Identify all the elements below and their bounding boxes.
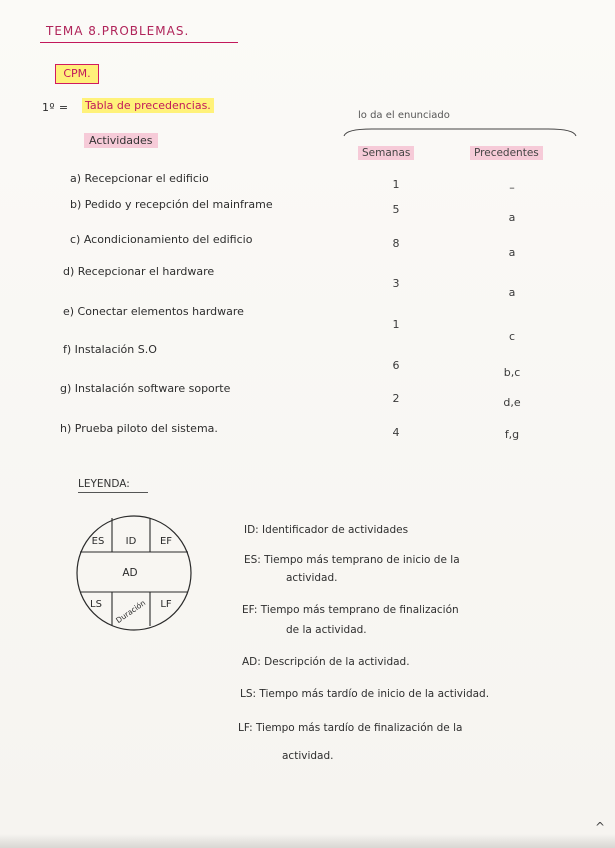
activity-a: a) Recepcionar el edificio (70, 172, 209, 185)
legend-ef-line2: de la actividad. (286, 624, 367, 636)
legend-underline (78, 492, 148, 493)
page-bottom-shadow (0, 834, 615, 848)
legend-ls: LS: Tiempo más tardío de inicio de la actividad. (240, 688, 490, 700)
activity-h: h) Prueba piloto del sistema. (60, 422, 218, 435)
legend-title: LEYENDA: (78, 478, 130, 490)
page-title: TEMA 8.PROBLEMAS. (46, 24, 190, 38)
legend-es-line1: ES: Tiempo más temprano de inicio de la (244, 554, 460, 566)
weeks-f: 6 (392, 359, 400, 372)
weeks-e: 1 (392, 318, 400, 331)
node-duration: Duración (114, 598, 148, 625)
pred-c: a (508, 246, 516, 259)
legend-ef-line1: EF: Tiempo más temprano de finalización (242, 604, 459, 616)
activity-g: g) Instalación software soporte (60, 382, 231, 395)
weeks-d: 3 (392, 277, 400, 290)
cpm-label: CPM. (55, 64, 99, 84)
weeks-g: 2 (392, 392, 400, 405)
legend-es-line2: actividad. (286, 572, 338, 584)
weeks-c: 8 (392, 237, 400, 250)
node-lf: LF (160, 599, 172, 610)
activity-b: b) Pedido y recepción del mainframe (70, 198, 273, 211)
pred-f: b,c (503, 366, 521, 379)
node-es: ES (91, 536, 105, 547)
title-underline (40, 42, 238, 43)
pred-e: c (508, 330, 516, 343)
step-number: 1º = (42, 101, 69, 114)
pred-h: f,g (504, 428, 520, 441)
activity-f: f) Instalación S.O (63, 343, 157, 356)
activity-d: d) Recepcionar el hardware (63, 265, 215, 278)
weeks-a: 1 (392, 178, 400, 191)
page-corner-mark: ^ (594, 820, 605, 834)
legend-lf-line1: LF: Tiempo más tardío de finalización de la (238, 722, 463, 734)
cpm-node-diagram (72, 512, 196, 634)
pred-g: d,e (503, 396, 521, 409)
node-ls: LS (90, 599, 102, 610)
brace-line (342, 126, 578, 138)
pred-b: a (508, 211, 516, 224)
predecessors-header: Precedentes (470, 146, 543, 160)
weeks-h: 4 (392, 426, 400, 439)
activity-e: e) Conectar elementos hardware (63, 305, 244, 318)
legend-lf-line2: actividad. (282, 750, 334, 762)
pred-d: a (508, 286, 516, 299)
statement-note: lo da el enunciado (358, 110, 450, 121)
weeks-b: 5 (392, 203, 400, 216)
node-ef: EF (159, 536, 173, 547)
node-id: ID (125, 536, 137, 547)
pred-a: – (509, 181, 515, 194)
legend-id: ID: Identificador de actividades (244, 524, 409, 536)
activity-c: c) Acondicionamiento del edificio (70, 233, 253, 246)
node-ad: AD (122, 567, 138, 579)
activities-header: Actividades (84, 133, 158, 148)
weeks-header: Semanas (358, 146, 414, 160)
step-label: Tabla de precedencias. (82, 98, 214, 113)
legend-ad: AD: Descripción de la actividad. (242, 656, 410, 668)
